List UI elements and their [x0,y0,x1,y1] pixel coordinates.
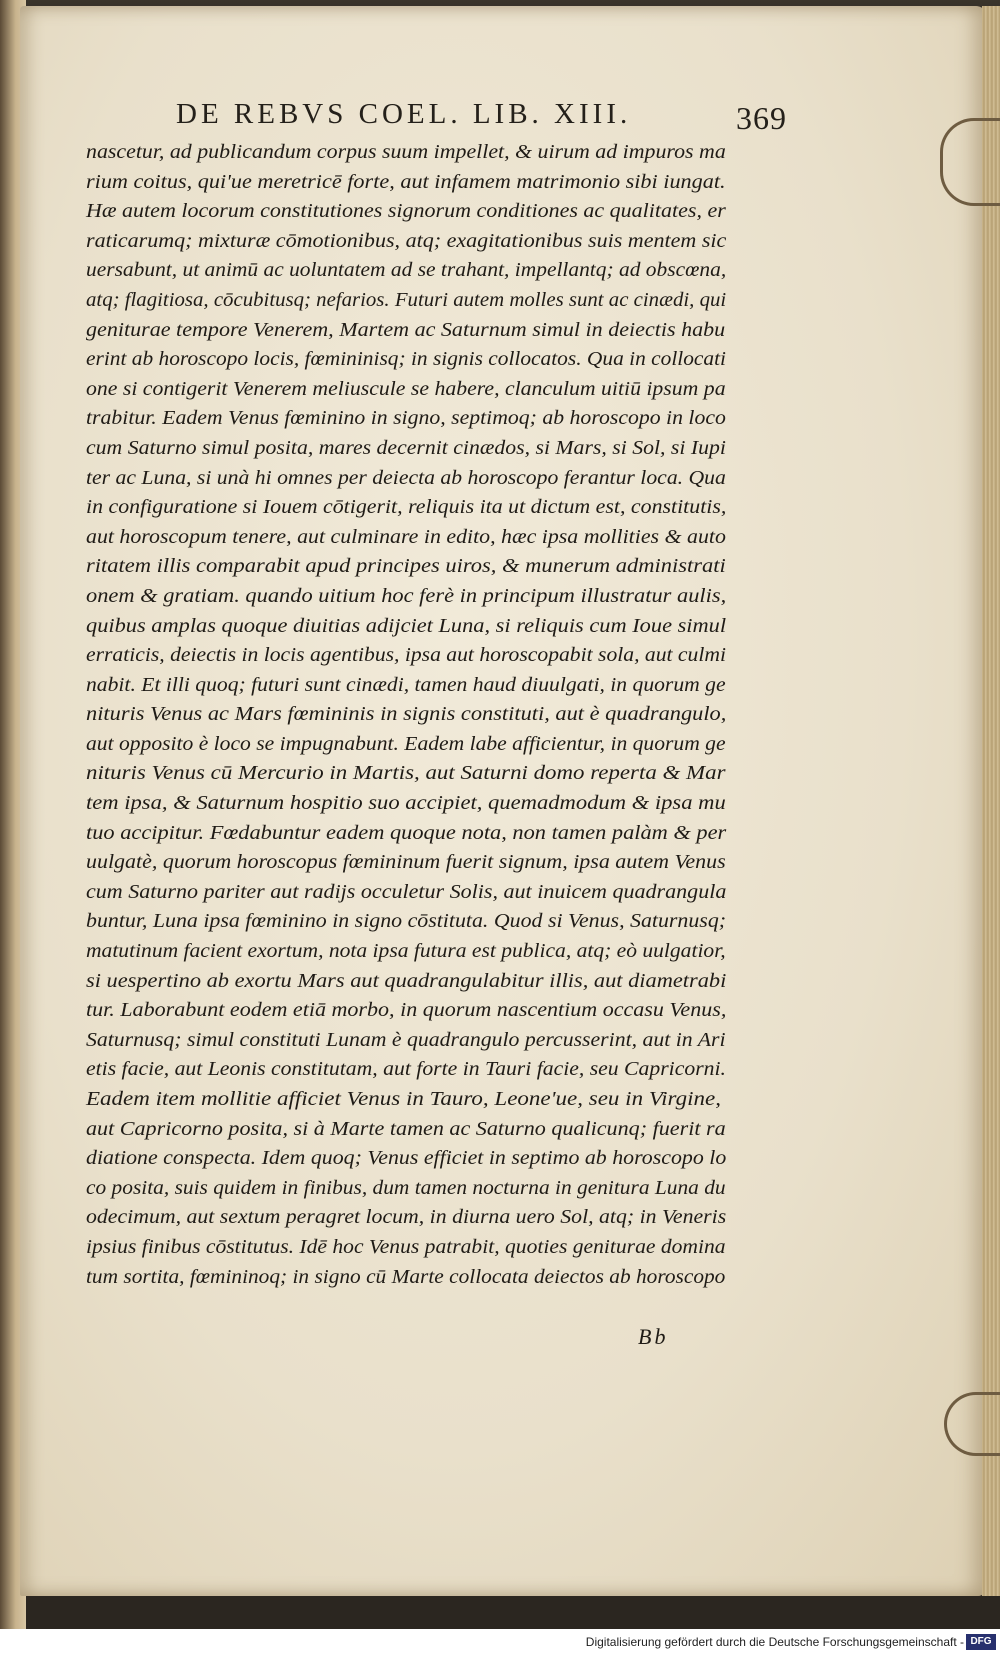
text-line: nabit. Et illi quoq; futuri sunt cinædi, tamen haud diuulgati, in quorum ge [86,673,726,696]
text-line: aut opposito è loco se impugnabunt. Eadem labe afficientur, in quorum ge [86,732,726,755]
text-line: tur. Laborabunt eodem etiā morbo, in quorum nascentium occasu Venus, [86,999,727,1022]
running-header [176,98,826,138]
text-line: buntur, Luna ipsa fœminino in signo cōstituta. Quod si Venus, Saturnusq; [86,910,727,933]
dfg-logo-icon: DFG [966,1634,996,1650]
text-line: si uespertino ab exortu Mars aut quadrangulabitur illis, aut diametrabi [86,969,727,992]
text-line: diatione conspecta. Idem quoq; Venus efficiet in septimo ab horoscopo lo [86,1147,727,1170]
text-line: ipsius finibus cōstitutus. Idē hoc Venus patrabit, quoties geniturae dominа [86,1235,726,1258]
text-line: atq; flagitiosa, cōcubitusq; nefarios. Futuri autem molles sunt ac cinædi, qui [86,288,727,311]
text-line: cum Saturno simul posita, mares decernit cinædos, si Mars, si Sol, si Iupi [86,436,726,459]
text-line: aut Capricorno posita, si à Marte tamen ac Saturno qualicunq; fuerit ra [86,1117,726,1140]
funding-credit: Digitalisierung gefördert durch die Deutsche Forschungsgemeinschaft - [585,1635,964,1649]
clasp-tab-lower [944,1392,1000,1456]
text-line: nituris Venus ac Mars fœmininis in signis constituti, aut è quadrangulo, [86,703,727,726]
text-line: etis facie, aut Leonis constitutam, aut forte in Tauri facie, seu Capricorni. [86,1058,726,1081]
text-line: Hæ autem locorum constitutiones signorum conditiones ac qualitates, er [86,200,726,223]
page-edges [982,6,1000,1596]
text-line: aut horoscopum tenere, aut culminare in edito, hæc ipsa mollities & auto [86,525,726,548]
text-line: onem & gratiam. quando uitium hoc ferè in principum illustratur aulis, [86,584,727,607]
text-line: tuo accipitur. Fœdabuntur eadem quoque nota, non tamen palàm & per [86,821,727,844]
body-text [86,138,766,1292]
footer-bar [0,1629,1000,1653]
text-line: co posita, suis quidem in finibus, dum tamen nocturna in genitura Luna du [86,1176,726,1199]
text-line: uersabunt, ut animū ac uoluntatem ad se trahant, impellantq; ad obscœna, [86,259,727,282]
text-line: tum sortita, fœmininoq; in signo cū Marte collocata deiectos ab horoscopo [86,1265,726,1288]
text-line: cum Saturno pariter aut radijs occuletur Solis, aut inuicem quadrangula [86,880,727,903]
text-line: nascetur, ad publicandum corpus suum impellet, & uirum ad impuros ma [86,141,726,163]
text-line: matutinum facient exortum, nota ipsa futura est publica, atq; eò uulgatior, [86,940,726,963]
text-line: Eadem item mollitie afficiet Venus in Tauro, Leone'ue, seu in Virgine, [86,1088,721,1110]
text-line: ritatem illis comparabit apud principes uiros, & munerum administrati [86,555,726,578]
text-line: uulgatè, quorum horoscopus fœmininum fuerit signum, ipsa autem Venus [86,851,726,874]
text-line: raticarumq; mixturæ cōmotionibus, atq; exagitationibus suis mentem sic [86,229,727,252]
text-line: Saturnusq; simul constituti Lunam è quadrangulo percusserint, aut in Ari [86,1028,726,1051]
text-line: ter ac Luna, si unà hi omnes per deiecta ab horoscopo ferantur loca. Qua [86,466,726,489]
text-line: nituris Venus cū Mercurio in Martis, aut Saturni domo reperta & Mar [86,762,726,785]
text-line: in configuratione si Iouem cōtigerit, reliquis ita ut dictum est, constitutis, [86,496,727,519]
text-line: one si contigerit Venerem meliuscule se habere, clanculum uitiū ipsum pa [86,377,726,400]
text-line: odecimum, aut sextum peragret locum, in diurna uero Sol, atq; in Veneris [86,1206,727,1229]
running-title: DE REBVS COEL. LIB. XIII. [176,98,632,130]
clasp-tab-upper [940,118,1000,206]
page-number: 369 [736,100,787,136]
text-line: geniturae tempore Venerem, Martem ac Saturnum simul in deiectis habu [86,318,726,341]
text-line: tem ipsa, & Saturnum hospitio suo accipiet, quemadmodum & ipsa mu [86,792,726,815]
text-line: trabitur. Eadem Venus fœminino in signo, septimoq; ab horoscopo in loco [86,407,726,430]
text-line: erint ab horoscopo locis, fœmininisq; in signis collocatos. Qua in collocati [86,348,726,371]
text-line: quibus amplas quoque diuitias adijciet Luna, si reliquis cum Ioue simul [86,614,727,637]
signature-mark: Bb [638,1324,669,1349]
text-line: erraticis, deiectis in locis agentibus, ipsa aut horoscopabit sola, aut culmi [86,644,726,667]
text-line: rium coitus, qui'ue meretricē forte, aut infamem matrimonio sibi iungat. [86,170,726,193]
